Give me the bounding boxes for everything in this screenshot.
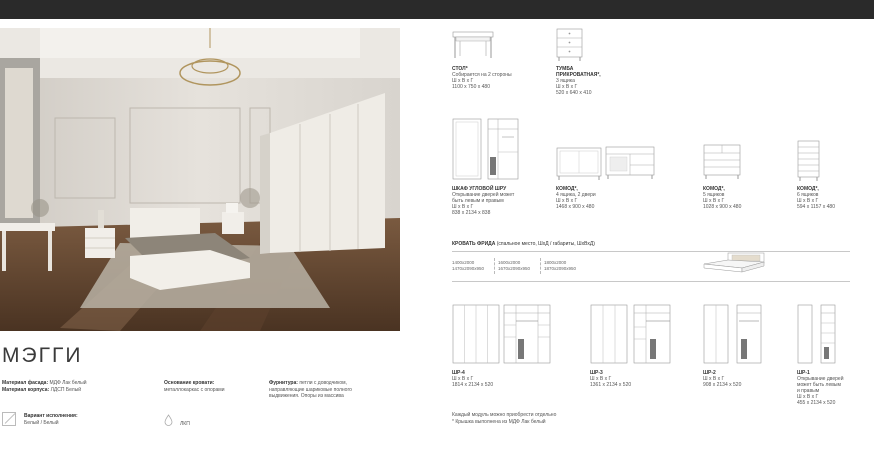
spec-variant xyxy=(24,413,144,426)
wardrobe-shr1-desc-3: и правым xyxy=(797,388,820,394)
color-swatch-icon xyxy=(2,412,16,426)
fittings-label: Фурнитура: xyxy=(269,380,298,386)
desk-info xyxy=(452,66,542,90)
nightstand-name-2: ПРИКРОВАТНАЯ*, xyxy=(556,72,601,78)
base-label: Основание кровати: xyxy=(164,380,215,386)
finish-value: ЛКП xyxy=(180,421,190,427)
bed-size-1 xyxy=(452,260,484,272)
wardrobe-shr4-name: ШР-4 xyxy=(452,370,465,376)
dresser-1-name: КОМОД*, xyxy=(556,186,578,192)
nightstand-name-1: ТУМБА xyxy=(556,66,574,72)
bed-size-2-sleep: 1600х2000 xyxy=(498,260,521,265)
nightstand-info xyxy=(556,66,646,96)
dresser-1-drawing xyxy=(556,145,656,181)
bed-title: КРОВАТЬ ФРИДА xyxy=(452,241,496,247)
bed-drawing xyxy=(702,252,768,274)
wardrobe-shr1-name: ШР-1 xyxy=(797,370,810,376)
nightstand-dims: 520 х 640 х 410 xyxy=(556,90,592,96)
corner-wardrobe-drawing xyxy=(452,117,522,182)
dresser-3-dims-label: Ш х В х Г xyxy=(797,198,819,204)
bed-section-title xyxy=(452,241,595,247)
variant-label: Вариант исполнения: xyxy=(24,413,78,419)
corner-wardrobe-dims: 838 х 2134 х 838 xyxy=(452,210,491,216)
wardrobe-shr3-info xyxy=(590,370,680,388)
facade-label: Материал фасада: xyxy=(2,380,49,386)
dresser-1-dims: 1468 х 900 х 480 xyxy=(556,204,595,210)
corner-wardrobe-dims-label: Ш х В х Г xyxy=(452,204,474,210)
wardrobe-shr3-name: ШР-3 xyxy=(590,370,603,376)
nightstand-dims-label: Ш х В х Г xyxy=(556,84,578,90)
dresser-2-desc: 5 ящиков xyxy=(703,192,725,198)
bed-size-3-sleep: 1800х2000 xyxy=(544,260,567,265)
variant-value: Белый / Белый xyxy=(24,419,59,426)
wardrobe-shr1-dims-label: Ш х В х Г xyxy=(797,394,819,400)
footnote-1: Каждый модуль можно приобрести отдельно xyxy=(452,412,557,418)
footnotes xyxy=(452,412,556,425)
bed-size-1-overall: 1470х2090х950 xyxy=(452,266,485,271)
wardrobe-shr1-desc-1: Открывание дверей xyxy=(797,376,844,382)
wardrobe-shr4-drawing xyxy=(452,303,552,365)
corner-wardrobe-info xyxy=(452,186,542,216)
wardrobe-shr3-dims-label: Ш х В х Г xyxy=(590,376,612,382)
drop-icon xyxy=(164,413,173,425)
dresser-2-drawing xyxy=(703,143,743,181)
dresser-3-desc: 6 ящиков xyxy=(797,192,819,198)
bed-divider-bottom xyxy=(452,281,850,282)
dresser-3-dims: 594 х 1157 х 480 xyxy=(797,204,835,210)
wardrobe-shr2-dims-label: Ш х В х Г xyxy=(703,376,725,382)
wardrobe-shr4-dims-label: Ш х В х Г xyxy=(452,376,474,382)
bed-size-separator xyxy=(540,258,541,274)
dresser-1-desc: 4 ящика, 2 двери xyxy=(556,192,596,198)
top-bar xyxy=(0,0,874,19)
dresser-2-dims: 1028 х 900 х 480 xyxy=(703,204,742,210)
wardrobe-shr3-drawing xyxy=(590,303,674,365)
desk-dims: 1100 х 750 х 480 xyxy=(452,84,490,90)
wardrobe-shr1-desc-2: может быть левым xyxy=(797,382,841,388)
spec-fittings xyxy=(269,380,379,400)
wardrobe-shr2-dims: 908 х 2134 х 520 xyxy=(703,382,742,388)
wardrobe-shr1-info xyxy=(797,370,867,406)
nightstand-drawing xyxy=(556,28,584,62)
desk-desc: Собирается на 2 стороны xyxy=(452,72,512,78)
wardrobe-shr1-drawing xyxy=(797,303,839,365)
wardrobe-shr2-info xyxy=(703,370,783,388)
bed-size-3-overall: 1870х2090х950 xyxy=(544,266,577,271)
bed-size-1-sleep: 1400х2000 xyxy=(452,260,475,265)
nightstand-desc: 3 ящика xyxy=(556,78,575,84)
dresser-2-dims-label: Ш х В х Г xyxy=(703,198,725,204)
dresser-3-info xyxy=(797,186,867,210)
bed-subtitle: (спальное место, ШхД / габариты, ШхВхД) xyxy=(496,241,595,247)
facade-value: МДФ Лак белый xyxy=(49,380,87,386)
dresser-2-info xyxy=(703,186,783,210)
wardrobe-shr1-dims: 455 х 2134 х 520 xyxy=(797,400,836,406)
bed-size-2 xyxy=(498,260,530,272)
dresser-2-name: КОМОД*, xyxy=(703,186,725,192)
body-value: ЛДСП Белый xyxy=(50,386,82,393)
desk-dims-label: Ш х В х Г xyxy=(452,78,474,84)
bed-size-2-overall: 1670х2090х950 xyxy=(498,266,531,271)
fittings-value: петли с доводчиком, направляющие шариковые полного выдвижения. Опоры из массива xyxy=(269,380,352,399)
spec-materials xyxy=(2,380,152,393)
desk-name: СТОЛ* xyxy=(452,66,468,72)
corner-wardrobe-name: ШКАФ УГЛОВОЙ ШРУ xyxy=(452,186,507,192)
footnote-2: * Крышка выполнена из МДФ Лак белый xyxy=(452,418,546,425)
collection-title: МЭГГИ xyxy=(2,344,83,367)
corner-wardrobe-desc-2: быть левым и правым xyxy=(452,198,504,204)
spec-base xyxy=(164,380,254,393)
wardrobe-shr3-dims: 1361 х 2134 х 520 xyxy=(590,382,632,388)
body-label: Материал корпуса: xyxy=(2,386,50,393)
dresser-3-drawing xyxy=(797,140,821,182)
corner-wardrobe-desc-1: Открывание дверей может xyxy=(452,192,515,198)
wardrobe-shr4-dims: 1814 х 2134 х 520 xyxy=(452,382,494,388)
bed-divider-top xyxy=(452,251,850,252)
dresser-3-name: КОМОД*, xyxy=(797,186,819,192)
bed-size-separator xyxy=(494,258,495,274)
wardrobe-shr4-info xyxy=(452,370,542,388)
bedroom-photo xyxy=(0,28,400,331)
wardrobe-shr2-name: ШР-2 xyxy=(703,370,716,376)
bed-size-3 xyxy=(544,260,576,272)
base-value: металлокаркас с опорами xyxy=(164,386,225,393)
dresser-1-info xyxy=(556,186,656,210)
wardrobe-shr2-drawing xyxy=(703,303,765,365)
desk-drawing xyxy=(452,28,494,60)
dresser-1-dims-label: Ш х В х Г xyxy=(556,198,578,204)
